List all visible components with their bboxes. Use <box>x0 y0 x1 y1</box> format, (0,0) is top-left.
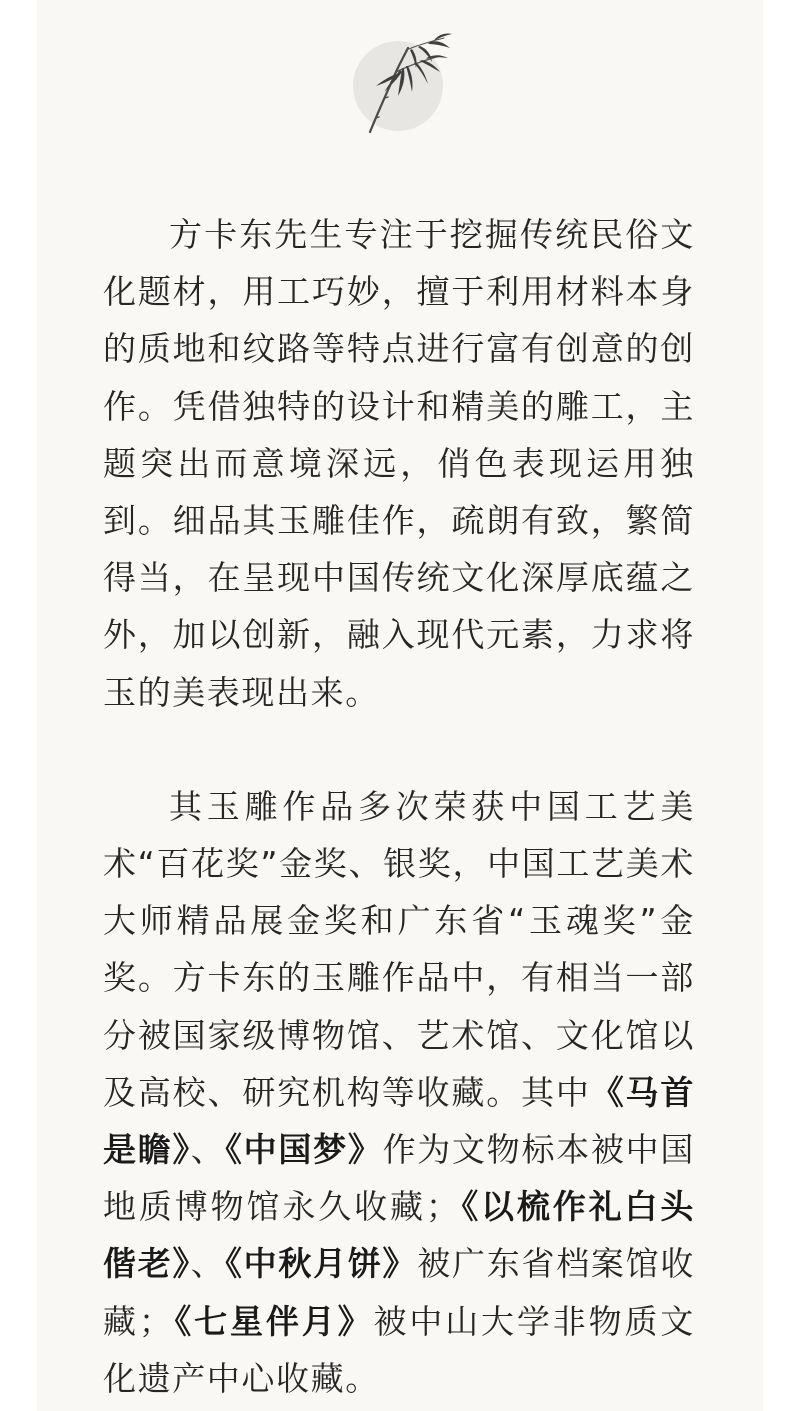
collection-text-1: 作为文物标本被中国地质博物馆永久收藏； <box>103 1130 695 1227</box>
work-title-mashou: 《马首是瞻》 <box>103 1072 695 1170</box>
work-title-qixing: 《七星伴月》 <box>173 1301 374 1341</box>
separator-2: 、 <box>190 1244 226 1284</box>
work-title-zhongguomeng: 《中国梦》 <box>225 1130 383 1170</box>
paragraph-awards-collections <box>103 778 695 1407</box>
article-body <box>103 206 695 1407</box>
work-title-zhongqiu: 《中秋月饼》 <box>225 1244 418 1284</box>
bamboo-circle-icon <box>340 28 460 138</box>
awards-intro-text: 其玉雕作品多次荣获中国工艺美术“百花奖”金奖、银奖，中国工艺美术大师精品展金奖和广东省“玉魂奖”金奖。方卡东的玉雕作品中，有相当一部分被国家级博物馆、艺术馆、文化馆以及高校、研究机构等收藏。其中 <box>103 786 695 1112</box>
collection-text-2: 被广东省档案馆收藏； <box>103 1244 695 1341</box>
article-page <box>37 0 763 1411</box>
separator-1: 、 <box>190 1130 226 1170</box>
collection-text-3: 被中山大学非物质文化遗产中心收藏。 <box>103 1301 695 1398</box>
paragraph-artist-style: 方卡东先生专注于挖掘传统民俗文化题材，用工巧妙，擅于利用材料本身的质地和纹路等特点进行富有创意的创作。凭借独特的设计和精美的雕工，主题突出而意境深远，俏色表现运用独到。细品其玉雕佳作，疏朗有致，繁简得当，在呈现中国传统文化深厚底蕴之外，加以创新，融入现代元素，力求将玉的美表现出来。 <box>103 215 695 712</box>
work-title-yishu: 《以梳作礼白头偕老》 <box>103 1187 696 1284</box>
